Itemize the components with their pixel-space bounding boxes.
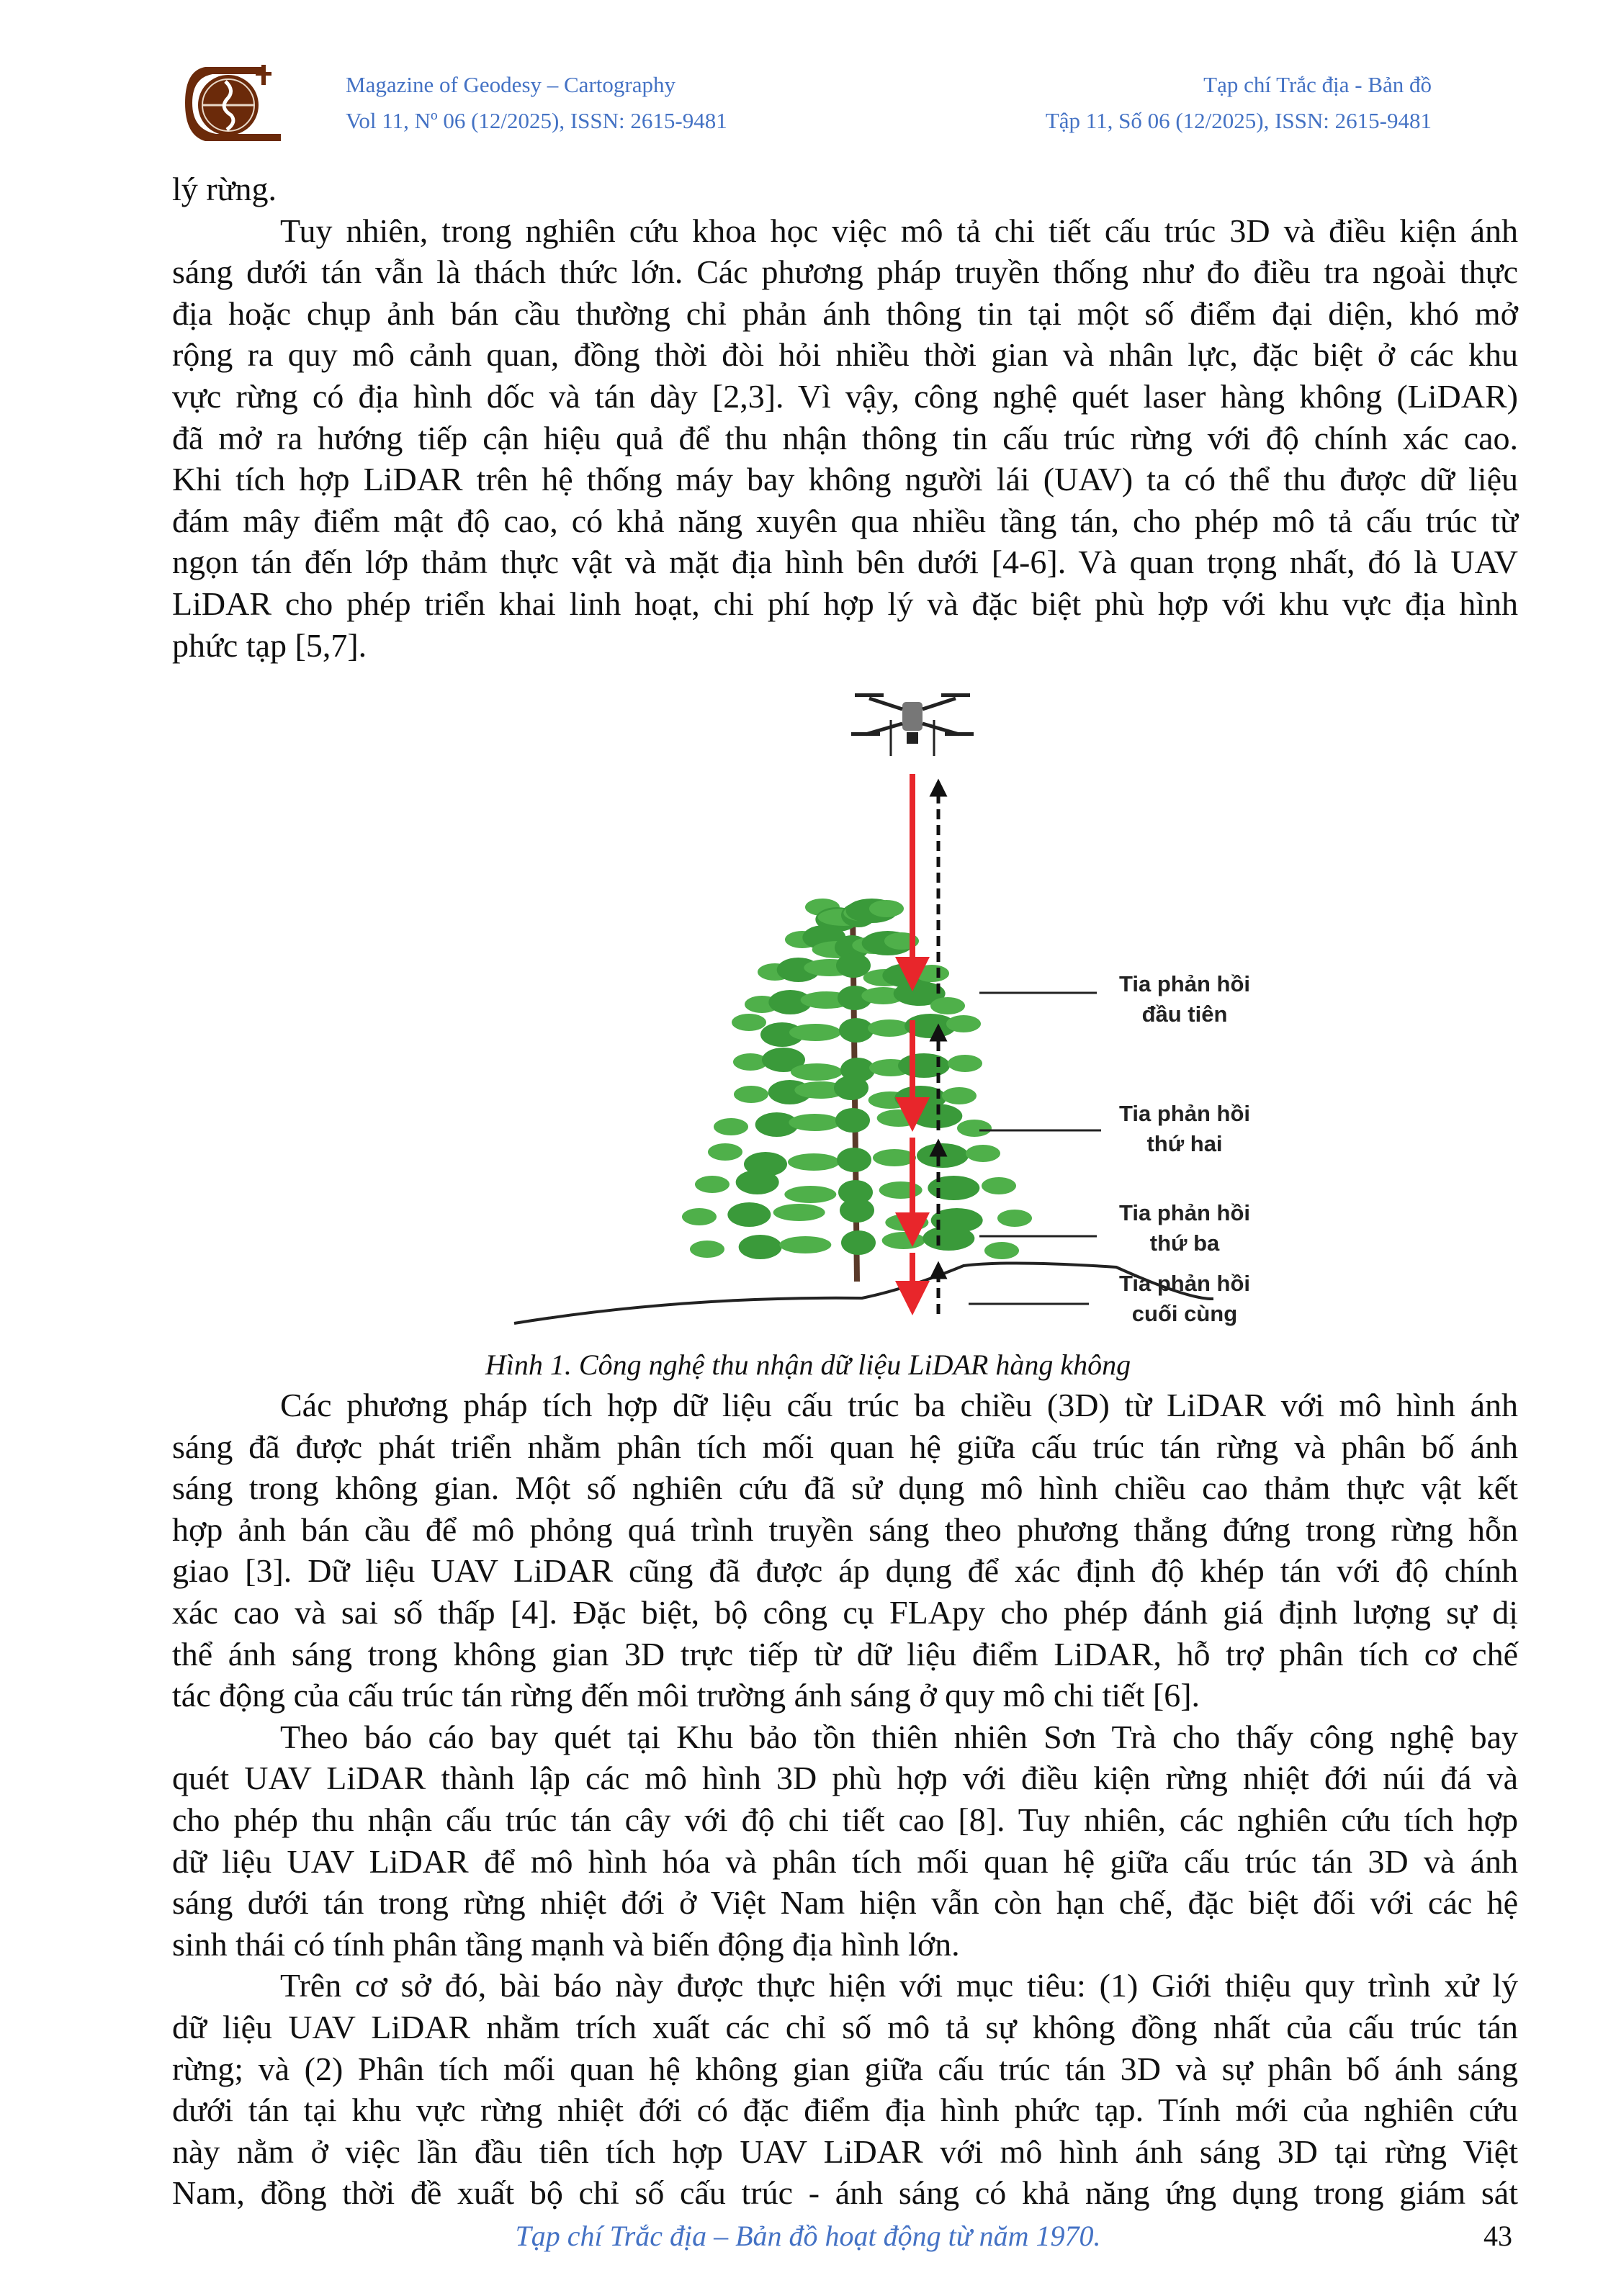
foliage-cluster (917, 1143, 969, 1168)
header-volume-en: Vol 11, Nº 06 (12/2025), ISSN: 2615-9481 (346, 108, 727, 133)
paragraph (172, 1965, 1518, 2214)
foliage-cluster (948, 1055, 982, 1072)
foliage-cluster (966, 1145, 1000, 1162)
tree-foliage (682, 899, 1032, 1259)
text-line: quét UAV LiDAR thành lập các mô hình 3D phù hợp với điều kiện rừng nhiệt đới núi đá và (172, 1760, 1518, 1797)
foliage-cluster (834, 1076, 868, 1100)
text-line: sáng đã được phát triển nhằm phân tích mối quan hệ giữa cấu trúc tán rừng và phân bố ánh (172, 1428, 1518, 1465)
foliage-cluster (690, 1241, 724, 1258)
foliage-cluster (732, 1014, 766, 1031)
foliage-cluster (930, 997, 965, 1014)
foliage-cluster (839, 1018, 874, 1043)
text-line: vực rừng có địa hình dốc và tán dày [2,3]. Vì vậy, công nghệ quét laser hàng không (LiDAR) (172, 377, 1518, 415)
text-line: sáng dưới tán vẫn là thách thức lớn. Các phương pháp truyền thống như đo điều tra ngoài thực (172, 253, 1518, 291)
foliage-cluster (727, 1202, 771, 1227)
label-first-return: Tia phản hồi đầu tiên (1119, 971, 1250, 1027)
text-line: Nam, đồng thời đề xuất bộ chỉ số cấu trúc - ánh sáng có khả năng ứng dụng trong giám sát (172, 2174, 1518, 2212)
foliage-cluster (773, 1204, 825, 1221)
foliage-cluster (997, 1210, 1032, 1227)
figure-caption: Hình 1. Công nghệ thu nhận dữ liệu LiDAR hàng không (485, 1349, 1131, 1381)
text-line: tác động của cấu trúc tán rừng đến môi trường ánh sáng ở quy mô chi tiết [6]. (172, 1677, 1200, 1714)
text-line: ngọn tán đến lớp thảm thực vật và mặt địa hình bên dưới [4-6]. Và quan trọng nhất, đó là UAV (172, 544, 1518, 581)
foliage-cluster (835, 1108, 870, 1133)
foliage-cluster (736, 1170, 779, 1194)
text-line: dưới tán tại khu vực rừng nhiệt đới có đặc điểm địa hình phức tạp. Tính mới của nghiên cứu (172, 2092, 1518, 2129)
foliage-cluster (910, 1104, 962, 1128)
foliage-cluster (789, 1114, 840, 1131)
text-line: địa hoặc chụp ảnh bán cầu thường chỉ phản ánh thông tin tại một số điểm đại diện, khó mở (172, 294, 1518, 332)
foliage-cluster (837, 1148, 871, 1172)
text-line: sáng dưới tán trong rừng nhiệt đới ở Việt Nam hiện vẫn còn hạn chế, đặc biệt đối với các hệ (172, 1884, 1518, 1922)
text-line: này nằm ở việc lần đầu tiên tích hợp UAV LiDAR với mô hình ánh sáng 3D tại rừng Việt (172, 2133, 1518, 2170)
text-line: LiDAR cho phép triển khai linh hoạt, chi phí hợp lý và đặc biệt phù hợp với khu vực địa hình (172, 585, 1518, 622)
foliage-cluster (957, 1120, 992, 1137)
foliage-cluster (779, 1236, 831, 1253)
paragraph (172, 168, 1518, 210)
footer-text: Tạp chí Trắc địa – Bản đồ hoạt động từ năm 1970. (515, 2220, 1101, 2252)
foliage-cluster (982, 1177, 1016, 1194)
foliage-cluster (923, 1226, 974, 1251)
paragraph (172, 210, 1518, 667)
foliage-cluster (789, 1024, 841, 1041)
text-line: đám mây điểm mật độ cao, có khả năng xuyên qua nhiều tầng tán, cho phép mô tả cấu trúc từ (172, 502, 1518, 539)
foliage-cluster (695, 1176, 730, 1193)
text-line: Khi tích hợp LiDAR trên hệ thống máy bay không người lái (UAV) ta có thể thu được dữ liệu (172, 461, 1518, 498)
text-line: sáng trong không gian. Một số nghiên cứu đã sử dụng mô hình chiều cao thảm thực vật kết (172, 1469, 1518, 1507)
text-line: xác cao và sai số thấp [4]. Đặc biệt, bộ công cụ FLApy cho phép đánh giá định lượng sự dị (172, 1593, 1518, 1631)
foliage-cluster (879, 1181, 923, 1199)
text-line: Các phương pháp tích hợp dữ liệu cấu trúc ba chiều (3D) từ LiDAR với mô hình ánh (280, 1387, 1518, 1423)
foliage-cluster (788, 1153, 840, 1171)
text-line: đã mở ra hướng tiếp cận hiệu quả để thu nhận thông tin cấu trúc rừng với độ chính xác cao. (172, 419, 1518, 456)
paragraph (172, 1385, 1518, 1716)
text-line: Trên cơ sở đó, bài báo này được thực hiện với mục tiêu: (1) Giới thiệu quy trình xử lý (280, 1967, 1518, 2004)
foliage-cluster (784, 1186, 836, 1203)
label-second-return: Tia phản hồi thứ hai (1119, 1101, 1250, 1156)
body-text-top (172, 168, 1518, 666)
foliage-cluster (885, 1214, 928, 1231)
foliage-cluster (928, 1176, 979, 1200)
text-line: dữ liệu UAV LiDAR nhằm trích xuất các chỉ số mô tả sự không đồng nhất của cấu trúc tán (172, 2008, 1518, 2045)
text-line: lý rừng. (172, 171, 277, 207)
text-line: rộng ra quy mô cảnh quan, đồng thời đòi hỏi nhiều thời gian và nhân lực, đặc biệt ở các khu (172, 336, 1518, 374)
foliage-cluster (946, 1015, 981, 1032)
foliage-cluster (708, 1143, 742, 1161)
text-line: phức tạp [5,7]. (172, 626, 367, 664)
foliage-cluster (869, 900, 904, 917)
text-line: hợp ảnh bán cầu để mô phỏng quá trình truyền sáng theo phương thẳng đứng trong rừng hỗn (172, 1511, 1518, 1548)
header-journal-name-vi: Tạp chí Trắc địa - Bản đồ (1203, 72, 1432, 97)
foliage-cluster (841, 1230, 876, 1255)
text-line: sinh thái có tính phân tầng mạnh và biến động địa hình lớn. (172, 1925, 960, 1963)
foliage-cluster (734, 1086, 768, 1103)
text-line: Theo báo cáo bay quét tại Khu bảo tồn thiên nhiên Sơn Trà cho thấy công nghệ bay (280, 1718, 1518, 1755)
foliage-cluster (714, 1118, 748, 1135)
foliage-cluster (915, 965, 949, 982)
paragraph (172, 1716, 1518, 1966)
foliage-cluster (682, 1208, 717, 1225)
foliage-cluster (898, 1053, 950, 1078)
foliage-cluster (942, 1087, 977, 1104)
figure-lidar-diagram (504, 662, 1296, 1346)
header-journal-name-en: Magazine of Geodesy – Cartography (346, 72, 675, 97)
header-volume-vi: Tập 11, Số 06 (12/2025), ISSN: 2615-9481 (1045, 108, 1432, 133)
text-line: rừng; và (2) Phân tích mối quan hệ không gian giữa cấu trúc tán 3D và sự phân bố ánh sáng (172, 2050, 1518, 2087)
drone-icon (851, 693, 974, 756)
body-text-bottom (172, 1385, 1518, 2214)
foliage-cluster (739, 1235, 782, 1259)
foliage-cluster (882, 1232, 925, 1249)
foliage-cluster (840, 1198, 874, 1223)
journal-logo (184, 63, 284, 143)
foliage-cluster (868, 1019, 911, 1037)
text-line: cho phép thu nhận cấu trúc tán cây với độ chi tiết cao [8]. Tuy nhiên, các nghiên cứu tích hợp (172, 1801, 1518, 1838)
text-line: giao [3]. Dữ liệu UAV LiDAR cũng đã được áp dụng để xác định độ khép tán với độ chính (172, 1552, 1518, 1590)
foliage-cluster (791, 1063, 843, 1081)
text-line: Tuy nhiên, trong nghiên cứu khoa học việc mô tả chi tiết cấu trúc 3D và điều kiện ánh (280, 212, 1518, 249)
text-line: thể ánh sáng trong không gian 3D trực tiếp từ dữ liệu điểm LiDAR, hỗ trợ phân tích cơ chế (172, 1635, 1518, 1673)
text-line: dữ liệu UAV LiDAR để mô hình hóa và phân tích mối quan hệ giữa cấu trúc tán 3D và ánh (172, 1842, 1518, 1880)
page-number: 43 (1483, 2220, 1512, 2252)
label-last-return: Tia phản hồi cuối cùng (1119, 1271, 1250, 1326)
label-third-return: Tia phản hồi thứ ba (1119, 1200, 1250, 1256)
foliage-cluster (984, 1242, 1019, 1259)
